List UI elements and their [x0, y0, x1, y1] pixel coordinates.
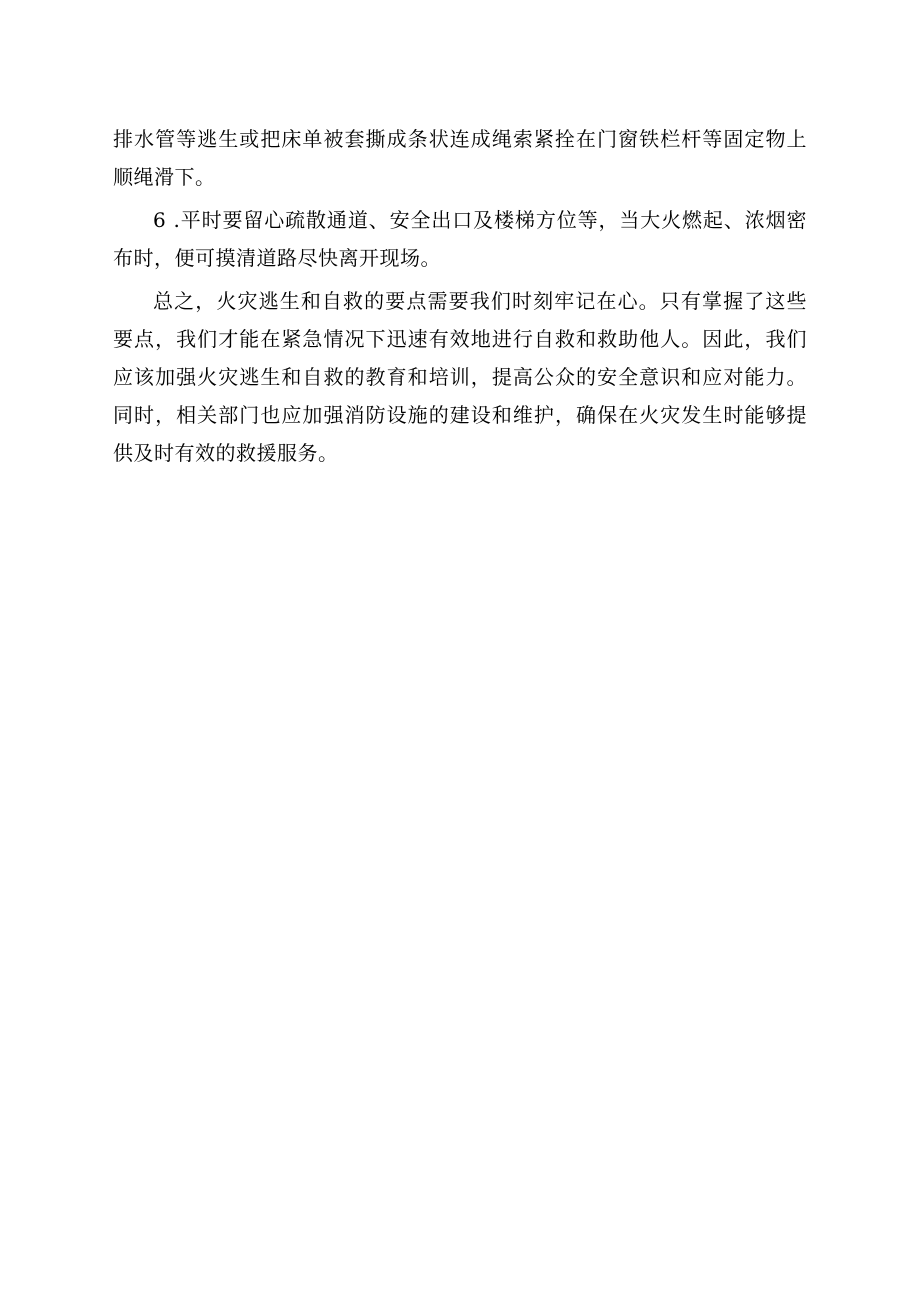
paragraph-conclusion: 总之，火灾逃生和自救的要点需要我们时刻牢记在心。只有掌握了这些要点，我们才能在紧急情况下迅速有效地进行自救和救助他人。因此，我们应该加强火灾逃生和自救的教育和培训，提高公众的安全意识和应对能力。同时，相关部门也应加强消防设施的建设和维护，确保在火灾发生时能够提供及时有效的救援服务。	[113, 289, 807, 465]
paragraph-continuation: 排水管等逃生或把床单被套撕成条状连成绳索紧拴在门窗铁栏杆等固定物上顺绳滑下。	[113, 127, 807, 189]
paragraph-item-6: 6 .平时要留心疏散通道、安全出口及楼梯方位等，当大火燃起、浓烟密布时，便可摸清道路尽快离开现场。	[113, 208, 807, 270]
document-body	[113, 120, 807, 477]
